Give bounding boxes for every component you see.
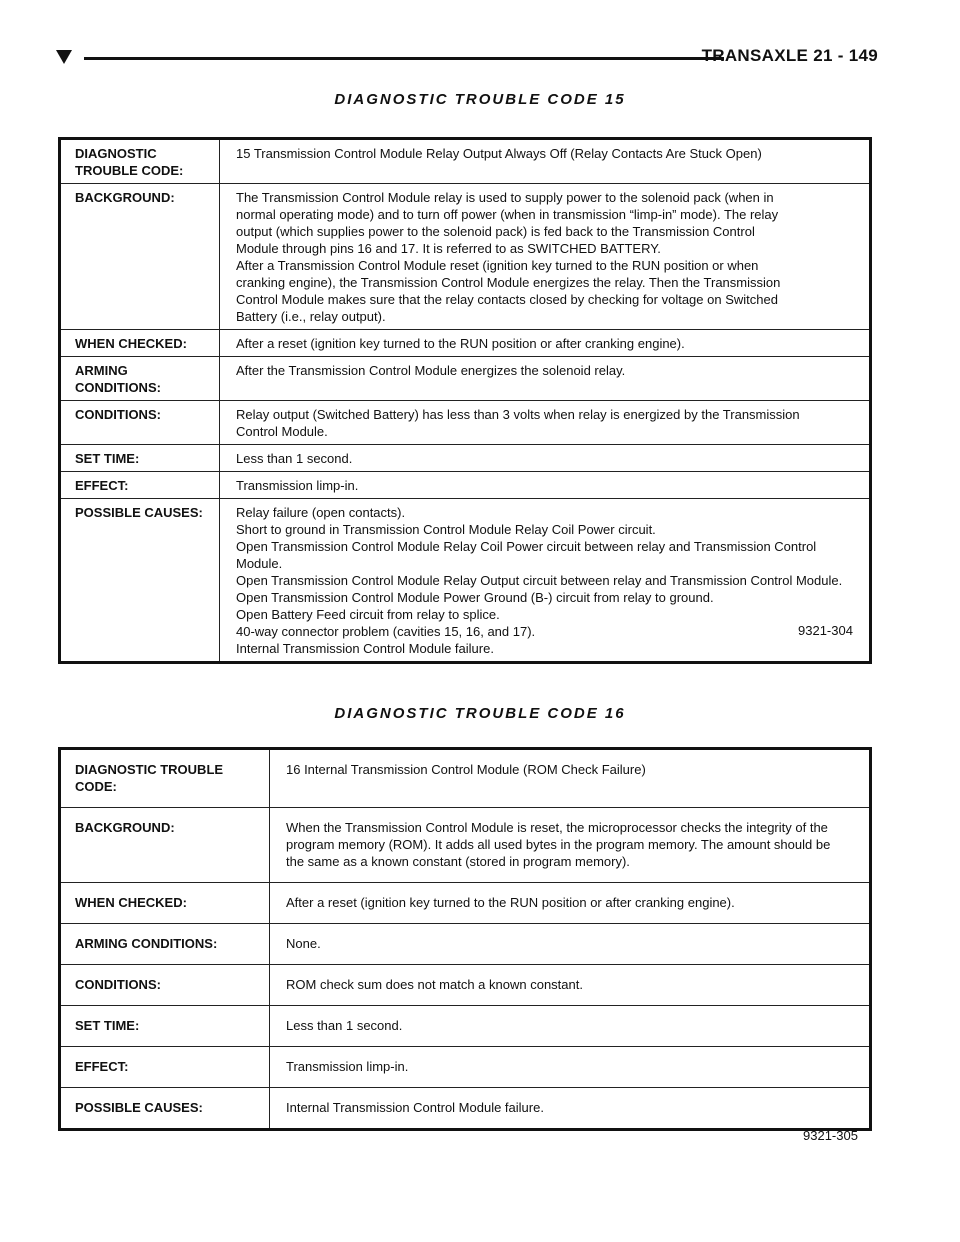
value-line: Short to ground in Transmission Control Module Relay Coil Power circuit. (236, 522, 656, 537)
value-line: cranking engine), the Transmission Control Module energizes the relay. Then the Transmission (236, 275, 781, 290)
value-line: Less than 1 second. (286, 1018, 403, 1033)
row-label: POSSIBLE CAUSES: (60, 499, 220, 663)
table-row (60, 330, 871, 357)
row-label: WHEN CHECKED: (60, 330, 220, 357)
value-line: After a reset (ignition key turned to the RUN position or after cranking engine). (286, 895, 735, 910)
row-value (270, 808, 871, 883)
table-row (60, 357, 871, 401)
value-line: normal operating mode) and to turn off power (when in transmission “limp-in” mode). The relay (236, 207, 779, 222)
figure-ref-dtc15: 9321-304 (798, 623, 853, 638)
row-label: SET TIME: (60, 1006, 270, 1047)
value-line: Module through pins 16 and 17. It is referred to as SWITCHED BATTERY. (236, 241, 661, 256)
row-value (220, 401, 871, 445)
row-value (220, 499, 871, 663)
row-value (220, 472, 871, 499)
value-line: Open Transmission Control Module Relay Output circuit between relay and Transmission Control Module. (236, 573, 843, 588)
value-line: Transmission limp-in. (236, 478, 359, 493)
row-label: EFFECT: (60, 1047, 270, 1088)
value-line: output (which supplies power to the solenoid pack) is fed back to the Transmission Control (236, 224, 755, 239)
table-row (60, 1047, 871, 1088)
value-line: After a reset (ignition key turned to the RUN position or after cranking engine). (236, 336, 685, 351)
table-row (60, 184, 871, 330)
row-value (220, 445, 871, 472)
value-line: Open Transmission Control Module Power Ground (B-) circuit from relay to ground. (236, 590, 714, 605)
figure-ref-dtc16: 9321-305 (803, 1128, 858, 1143)
value-line: After the Transmission Control Module energizes the solenoid relay. (236, 363, 626, 378)
table-row (60, 965, 871, 1006)
row-label: POSSIBLE CAUSES: (60, 1088, 270, 1130)
table-row (60, 445, 871, 472)
value-line: Internal Transmission Control Module failure. (286, 1100, 544, 1115)
row-label: SET TIME: (60, 445, 220, 472)
row-value (220, 184, 871, 330)
dtc16-table (58, 747, 872, 1131)
value-line: the same as a known constant (stored in program memory). (286, 854, 630, 869)
value-line: Relay failure (open contacts). (236, 505, 406, 520)
table-row (60, 499, 871, 663)
row-value (270, 883, 871, 924)
row-label: DIAGNOSTIC TROUBLE CODE: (60, 139, 220, 184)
row-value (270, 1006, 871, 1047)
section-title-dtc15: DIAGNOSTIC TROUBLE CODE 15 (334, 91, 626, 108)
header-rule (84, 57, 724, 60)
row-label: BACKGROUND: (60, 808, 270, 883)
table-row (60, 1006, 871, 1047)
table-row (60, 139, 871, 184)
table-row (60, 749, 871, 808)
value-line: Control Module. (236, 424, 328, 439)
value-line: 15 Transmission Control Module Relay Output Always Off (Relay Contacts Are Stuck Open) (236, 146, 762, 161)
table-row (60, 1088, 871, 1130)
value-line: When the Transmission Control Module is reset, the microprocessor checks the integrity of the (286, 820, 828, 835)
row-value (270, 1047, 871, 1088)
value-line: The Transmission Control Module relay is used to supply power to the solenoid pack (when in (236, 190, 774, 205)
row-value (270, 749, 871, 808)
value-line: Battery (i.e., relay output). (236, 309, 386, 324)
value-line: Control Module makes sure that the relay contacts closed by checking for voltage on Switched (236, 292, 778, 307)
table-row (60, 808, 871, 883)
row-label: EFFECT: (60, 472, 220, 499)
value-line: Internal Transmission Control Module failure. (236, 641, 494, 656)
row-label: CONDITIONS: (60, 965, 270, 1006)
value-line: 16 Internal Transmission Control Module (ROM Check Failure) (286, 762, 646, 777)
dtc15-table (58, 137, 872, 664)
row-label: CONDITIONS: (60, 401, 220, 445)
value-line: None. (286, 936, 321, 951)
value-line: program memory (ROM). It adds all used bytes in the program memory. The amount should be (286, 837, 831, 852)
row-value (220, 330, 871, 357)
row-value (270, 1088, 871, 1130)
value-line: ROM check sum does not match a known constant. (286, 977, 583, 992)
value-line: Less than 1 second. (236, 451, 353, 466)
value-line: Open Transmission Control Module Relay Coil Power circuit between relay and Transmission Control Module. (236, 539, 817, 571)
value-line: Relay output (Switched Battery) has less than 3 volts when relay is energized by the Transmission (236, 407, 800, 422)
row-label: ARMING CONDITIONS: (60, 357, 220, 401)
section-title-dtc16: DIAGNOSTIC TROUBLE CODE 16 (334, 705, 626, 722)
row-label: DIAGNOSTIC TROUBLE CODE: (60, 749, 270, 808)
row-value (270, 924, 871, 965)
value-line: 40-way connector problem (cavities 15, 16, and 17). (236, 624, 536, 639)
row-value (270, 965, 871, 1006)
row-value (220, 139, 871, 184)
table-row (60, 401, 871, 445)
value-line: Transmission limp-in. (286, 1059, 409, 1074)
row-value (220, 357, 871, 401)
row-label: ARMING CONDITIONS: (60, 924, 270, 965)
table-row (60, 883, 871, 924)
table-row (60, 924, 871, 965)
triangle-marker-icon (56, 50, 72, 64)
header-title: TRANSAXLE 21 - 149 (701, 46, 878, 65)
page-header (50, 42, 878, 72)
row-label: BACKGROUND: (60, 184, 220, 330)
row-label: WHEN CHECKED: (60, 883, 270, 924)
value-line: After a Transmission Control Module reset (ignition key turned to the RUN position or when (236, 258, 759, 273)
value-line: Open Battery Feed circuit from relay to splice. (236, 607, 500, 622)
table-row (60, 472, 871, 499)
